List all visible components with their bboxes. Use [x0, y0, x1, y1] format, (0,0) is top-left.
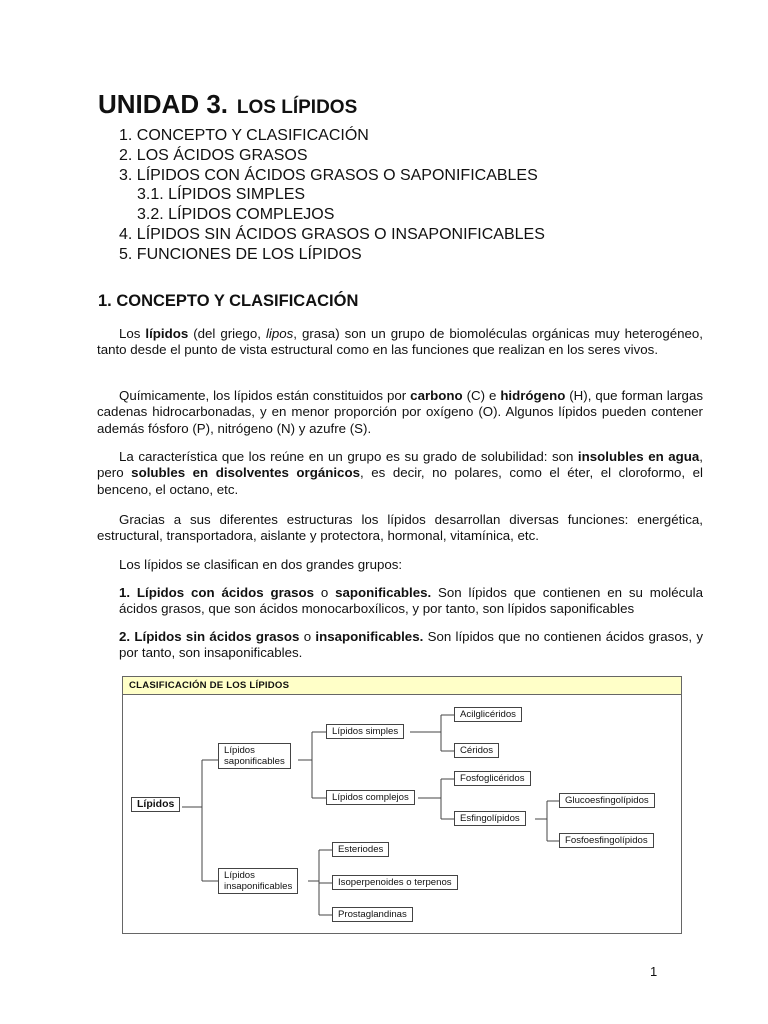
title-subject: LOS LÍPIDOS — [236, 97, 358, 118]
page-title — [98, 86, 357, 118]
section-heading: 1. CONCEPTO Y CLASIFICACIÓN — [98, 292, 359, 310]
node-esteroides: Esteriodes — [332, 842, 389, 857]
paragraph-definition: Los lípidos (del griego, lipos, grasa) son un grupo de biomoléculas orgánicas muy heterogéneo, tanto desde el punto de vista estructural como en las funciones que realizan en los seres vivos. — [97, 326, 703, 358]
node-glucoesfingolipidos: Glucoesfingolípidos — [559, 793, 655, 808]
paragraph-solubility: La característica que los reúne en un grupo es su grado de solubilidad: son insolubles en agua, pero solubles en disolventes orgánicos, es decir, no polares, como el éter, el cloroformo, el benceno, el octano, etc. — [97, 449, 704, 497]
node-acilgliceridos: Acilglicéridos — [454, 707, 522, 722]
toc-item: 1. CONCEPTO Y CLASIFICACIÓN — [119, 127, 369, 144]
node-fosfogliceridos: Fosfoglicéridos — [454, 771, 531, 786]
classification-diagram — [122, 676, 682, 934]
table-of-contents — [119, 126, 545, 265]
node-lipidos-insaponificables: Lípidos insaponificables — [218, 868, 298, 894]
node-fosfoesfingolipidos: Fosfoesfingolípidos — [559, 833, 654, 848]
toc-item: 5. FUNCIONES DE LOS LÍPIDOS — [119, 245, 362, 263]
toc-item: 4. LÍPIDOS SIN ÁCIDOS GRASOS O INSAPONIFICABLES — [119, 225, 545, 243]
node-lipidos-simples: Lípidos simples — [326, 724, 404, 739]
node-prostaglandinas: Prostaglandinas — [332, 907, 413, 922]
page-number: 1 — [650, 964, 658, 979]
node-isoprenoides: Isoperpenoides o terpenos — [332, 875, 458, 890]
paragraph-functions: Gracias a sus diferentes estructuras los lípidos desarrollan diversas funciones: energética, estructural, transportadora, aislante y protectora, hormonal, vitamínica, etc. — [97, 512, 703, 544]
paragraph-composition: Químicamente, los lípidos están constituidos por carbono (C) e hidrógeno (H), que forman largas cadenas hidrocarbonadas, y en menor proporción por oxígeno (O). Algunos lípidos pueden contener además fósforo (P), nitrógeno (N) y azufre (S). — [97, 388, 703, 436]
node-lipidos-saponificables: Lípidos saponificables — [218, 743, 291, 769]
diagram-header: CLASIFICACIÓN DE LOS LÍPIDOS — [123, 677, 681, 695]
node-esfingolipidos: Esfingolípidos — [454, 811, 526, 826]
node-lipidos-complejos: Lípidos complejos — [326, 790, 415, 805]
toc-subitem: 3.1. LÍPIDOS SIMPLES — [137, 186, 306, 204]
toc-item: 2. LOS ÁCIDOS GRASOS — [119, 146, 308, 164]
list-item-saponificables: 1. Lípidos con ácidos grasos o saponificables. Son lípidos que contienen en su molécula ácidos grasos, que son ácidos monocarboxílicos, y por tanto, son lípidos saponificables — [119, 585, 703, 617]
list-item-insaponificables: 2. Lípidos sin ácidos grasos o insaponificables. Son lípidos que no contienen ácidos grasos, y por tanto, son insaponificables. — [119, 629, 703, 661]
toc-subitem: 3.2. LÍPIDOS COMPLEJOS — [137, 206, 335, 224]
node-lipidos: Lípidos — [131, 797, 180, 812]
title-unit: UNIDAD 3. — [98, 89, 229, 119]
paragraph-groups: Los lípidos se clasifican en dos grandes grupos: — [119, 557, 403, 572]
toc-item: 3. LÍPIDOS CON ÁCIDOS GRASOS O SAPONIFICABLES — [119, 166, 538, 184]
node-ceridos: Céridos — [454, 743, 499, 758]
